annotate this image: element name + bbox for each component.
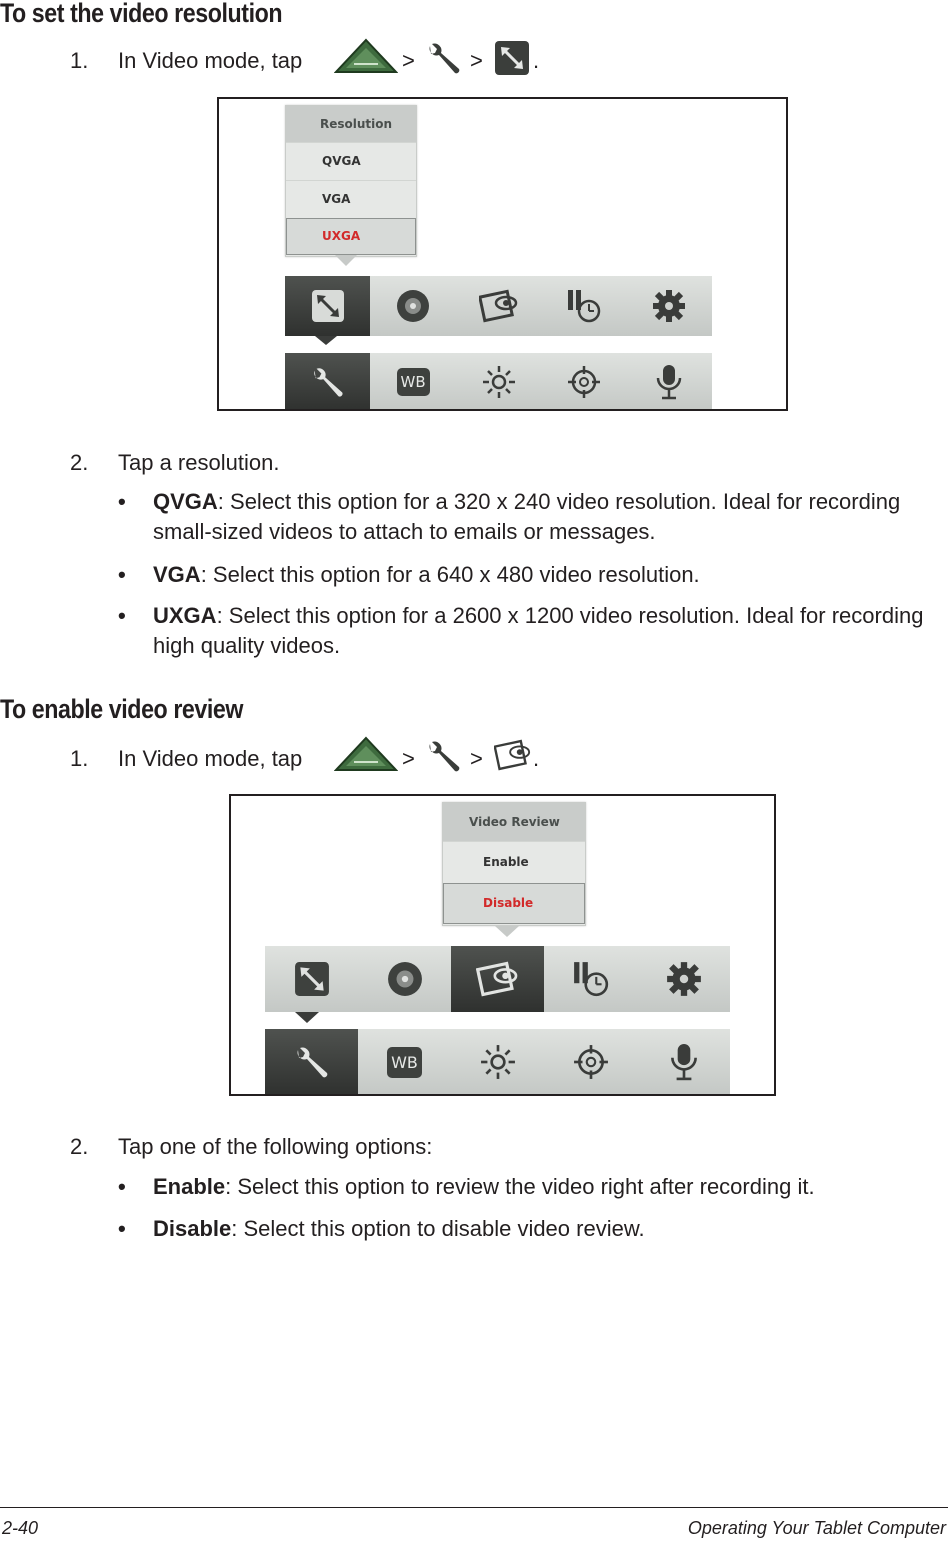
bullet-text: : Select this option for a 640 x 480 video resolution.: [200, 562, 700, 587]
step-text: In Video mode, tap: [118, 746, 303, 771]
disc-icon: [396, 289, 430, 323]
toolbar-wb-button[interactable]: [370, 353, 455, 411]
toolbar-disc-button[interactable]: [358, 946, 451, 1012]
camera-menu-icon: [334, 38, 398, 76]
separator: >: [402, 746, 415, 771]
toolbar-disc-button[interactable]: [370, 276, 455, 336]
menu-title: Resolution: [286, 106, 416, 142]
bullet-symbol: •: [118, 1174, 126, 1199]
video-review-screenshot: [229, 794, 776, 1096]
toolbar-resize-button[interactable]: [285, 276, 370, 336]
microphone-icon: [669, 1043, 699, 1081]
focus-icon: [567, 365, 601, 399]
menu-title: Video Review: [443, 803, 585, 841]
toolbar-video-review-button[interactable]: [451, 946, 544, 1012]
toolbar-focus-button[interactable]: [541, 353, 626, 411]
toolbar-mic-button[interactable]: [637, 1029, 730, 1095]
toolbar-top: [285, 276, 712, 336]
bullet-text: : Select this option to review the video right after recording it.: [225, 1174, 815, 1199]
menu-pointer: [495, 926, 519, 938]
step-text: In Video mode, tap: [118, 48, 303, 73]
bullet-text: : Select this option for a 320 x 240 video resolution. Ideal for recording small-sized videos to attach to emails or messages.: [153, 489, 901, 544]
resize-icon: [494, 40, 530, 76]
step-text: Tap one of the following options:: [118, 1134, 433, 1159]
toolbar-wrench-button[interactable]: [285, 353, 370, 411]
timer-icon: [566, 288, 602, 324]
separator: >: [470, 746, 483, 771]
bullet-label: QVGA: [153, 489, 218, 514]
video-review-icon: [476, 961, 520, 997]
video-review-menu: [442, 802, 586, 926]
toolbar-focus-button[interactable]: [544, 1029, 637, 1095]
toolbar-brightness-button[interactable]: [451, 1029, 544, 1095]
video-review-icon: [494, 737, 532, 773]
bullet-label: VGA: [153, 562, 201, 587]
brightness-icon: [482, 365, 516, 399]
bullet-label: UXGA: [153, 603, 217, 628]
toolbar-brightness-button[interactable]: [456, 353, 541, 411]
toolbar-settings-button[interactable]: [637, 946, 730, 1012]
wrench-icon: [424, 736, 464, 776]
step-text: Tap a resolution.: [118, 450, 280, 475]
toolbar-resize-button[interactable]: [265, 946, 358, 1012]
wrench-icon: [292, 1042, 332, 1082]
section-heading-video-review: To enable video review: [0, 694, 244, 724]
separator: >: [470, 48, 483, 73]
white-balance-icon: WB: [387, 1047, 422, 1078]
bullet-symbol: •: [118, 489, 126, 514]
toolbar-timer-button[interactable]: [544, 946, 637, 1012]
bullet-label: Enable: [153, 1174, 226, 1199]
footer-title: Operating Your Tablet Computer: [687, 1518, 946, 1538]
timer-icon: [572, 960, 610, 998]
bullet-symbol: •: [118, 562, 126, 587]
step-end-period: .: [533, 746, 540, 771]
menu-option-disable[interactable]: Disable: [443, 883, 585, 924]
toolbar-pointer: [295, 1012, 319, 1024]
separator: >: [402, 48, 415, 73]
disc-icon: [387, 961, 423, 997]
menu-option-uxga[interactable]: UXGA: [286, 218, 416, 255]
bullet-symbol: •: [118, 603, 126, 628]
toolbar-bottom: [285, 353, 712, 411]
toolbar-bottom: [265, 1029, 730, 1095]
step-number: 2.: [70, 450, 89, 475]
white-balance-icon: WB: [397, 368, 430, 396]
wrench-icon: [424, 38, 464, 78]
menu-option-vga[interactable]: VGA: [286, 180, 416, 218]
toolbar-mic-button[interactable]: [627, 353, 712, 411]
footer-rule: [0, 1507, 948, 1508]
focus-icon: [573, 1044, 609, 1080]
step-number: 2.: [70, 1134, 89, 1159]
microphone-icon: [655, 364, 683, 400]
resolution-menu: [285, 105, 417, 257]
toolbar-top: [265, 946, 730, 1012]
step-number: 1.: [70, 746, 89, 771]
toolbar-video-review-button[interactable]: [456, 276, 541, 336]
brightness-icon: [480, 1044, 516, 1080]
camera-menu-icon: [334, 736, 398, 774]
bullet-text: : Select this option to disable video review.: [231, 1216, 645, 1241]
toolbar-pointer: [315, 336, 337, 346]
toolbar-timer-button[interactable]: [541, 276, 626, 336]
menu-option-enable[interactable]: Enable: [443, 841, 585, 883]
section-heading-resolution: To set the video resolution: [0, 0, 283, 28]
bullet-label: Disable: [153, 1216, 232, 1241]
menu-option-qvga[interactable]: QVGA: [286, 142, 416, 180]
bullet-text: : Select this option for a 2600 x 1200 video resolution. Ideal for recording high quality videos.: [153, 603, 924, 658]
step-end-period: .: [533, 48, 540, 73]
toolbar-settings-button[interactable]: [627, 276, 712, 336]
bullet-symbol: •: [118, 1216, 126, 1241]
page-number: 2-40: [2, 1518, 39, 1538]
toolbar-wb-button[interactable]: [358, 1029, 451, 1095]
wrench-icon: [309, 363, 347, 401]
step-number: 1.: [70, 48, 89, 73]
gear-icon: [665, 960, 703, 998]
menu-pointer: [335, 255, 357, 267]
gear-icon: [651, 288, 687, 324]
resize-icon: [294, 961, 330, 997]
toolbar-wrench-button[interactable]: [265, 1029, 358, 1095]
resize-icon: [311, 289, 345, 323]
resolution-screenshot: [217, 97, 788, 411]
video-review-icon: [479, 289, 519, 323]
